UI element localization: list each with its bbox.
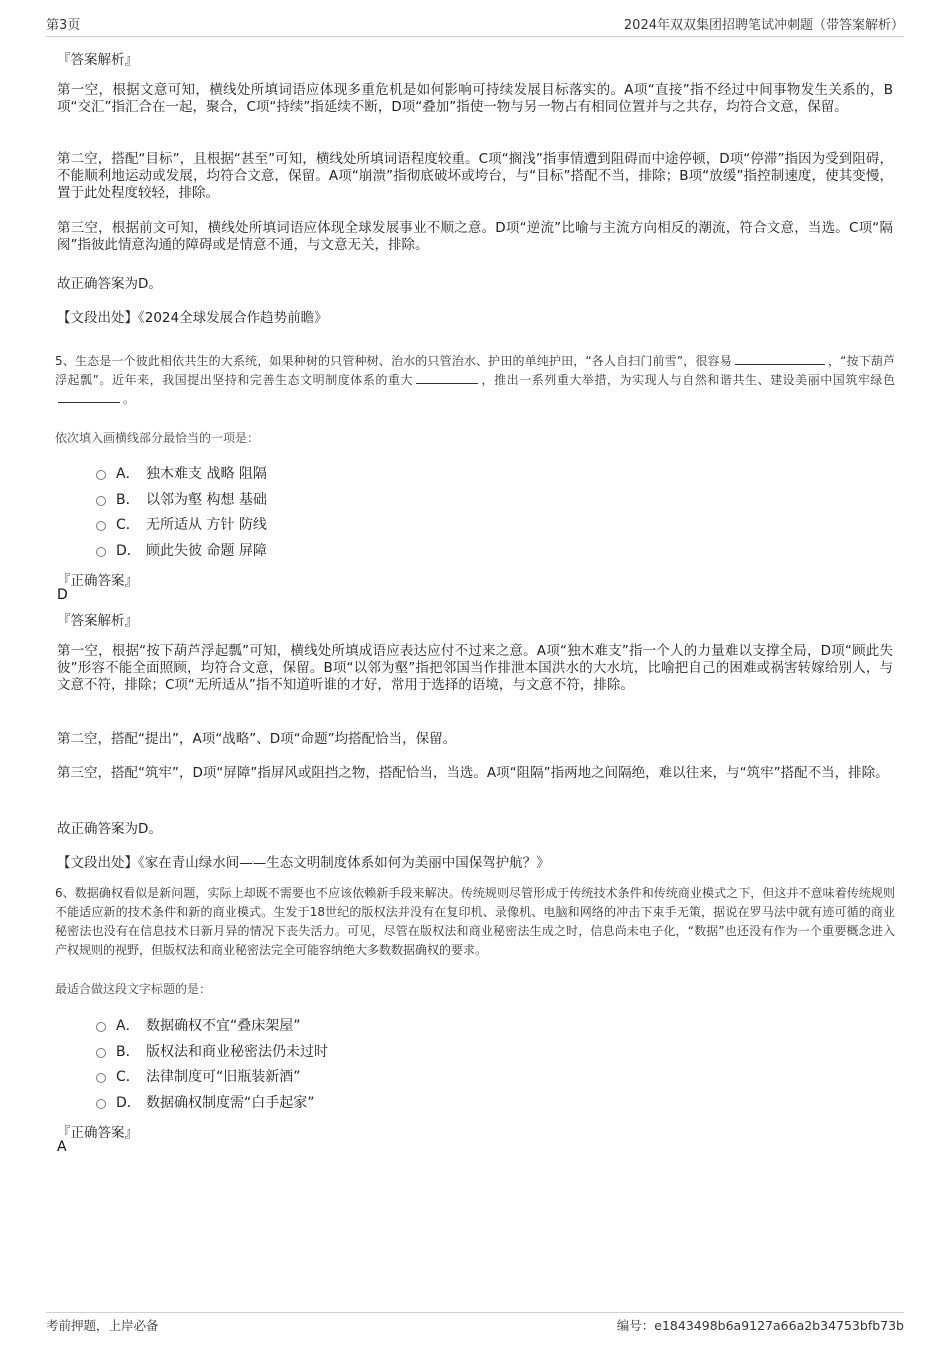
radio-icon[interactable] bbox=[96, 547, 106, 557]
q4-analysis-label: 『答案解析』 bbox=[57, 52, 138, 68]
q5-option-b[interactable] bbox=[96, 489, 267, 509]
radio-icon[interactable] bbox=[96, 1022, 106, 1032]
option-text: 数据确权不宜“叠床架屋” bbox=[146, 1018, 301, 1034]
radio-icon[interactable] bbox=[96, 1073, 106, 1083]
radio-icon[interactable] bbox=[96, 521, 106, 531]
q5-text-part3: ，推出一系列重大举措，为实现人与自然和谐共生、建设美丽中国筑牢绿色 bbox=[481, 373, 895, 387]
q5-option-d[interactable] bbox=[96, 540, 267, 560]
page-number: 第3页 bbox=[46, 18, 81, 33]
radio-icon[interactable] bbox=[96, 1099, 106, 1109]
option-letter: D． bbox=[116, 543, 141, 559]
q5-answer: D bbox=[57, 587, 68, 603]
page-footer bbox=[46, 1312, 904, 1334]
q6-question-text: 6、数据确权看似是新问题，实际上却既不需要也不应该依赖新手段来解决。传统规则尽管形成于传统技术条件和传统商业模式之下，但这并不意味着传统规则不能适应新的技术条件和新的商业模式。生发于18世纪的版权法并没有在复印机、录像机、电脑和网络的冲击下束手无策，据说在罗马法中就有迹可循的商业秘密法也没有在信息技术日新月异的情况下丧失活力。可见，尽管在版权法和商业秘密法生成之时，信息尚未电子化，“数据”也还没有作为一个重要概念进入产权规则的视野，但版权法和商业秘密法完全可能容纳绝大多数数据确权的要求。 bbox=[55, 886, 895, 957]
option-text: 数据确权制度需“白手起家” bbox=[146, 1095, 315, 1111]
radio-icon[interactable] bbox=[96, 1048, 106, 1058]
q6-option-a[interactable] bbox=[96, 1015, 301, 1035]
option-letter: B． bbox=[116, 492, 140, 508]
option-text: 独木难支 战略 阻隔 bbox=[146, 466, 267, 482]
q5-analysis-p2: 第二空，搭配“提出”，A项“战略”、D项“命题”均搭配恰当，保留。 bbox=[57, 731, 457, 747]
q5-conclusion: 故正确答案为D。 bbox=[57, 821, 162, 837]
q4-analysis-p2: 第二空，搭配“目标”，且根据“甚至”可知，横线处所填词语程度较重。C项“搁浅”指事情遭到阻碍而中途停顿，D项“停滞”指因为受到阻碍，不能顺利地运动或发展，均符合文意，保留。A项“崩溃”指彻底破坏或垮台，与“目标”搭配不当，排除；B项“放缓”指控制速度，使其变慢，置于此处程度较轻，排除。 bbox=[57, 151, 893, 201]
option-text: 以邻为壑 构想 基础 bbox=[146, 492, 267, 508]
q6-answer-label: 『正确答案』 bbox=[57, 1125, 138, 1141]
option-text: 顾此失彼 命题 屏障 bbox=[146, 543, 267, 559]
document-title: 2024年双双集团招聘笔试冲刺题（带答案解析） bbox=[623, 18, 904, 33]
q5-text-part1: 5、生态是一个彼此相依共生的大系统，如果种树的只管种树、治水的只管治水、护田的单纯护田，“各人自扫门前雪”，很容易 bbox=[55, 354, 732, 368]
option-letter: A． bbox=[116, 1018, 140, 1034]
q5-blank-3 bbox=[58, 390, 120, 403]
document-code: 编号：e1843498b6a9127a66a2b34753bfb73b bbox=[616, 1318, 904, 1333]
q4-source: 【文段出处】《2024全球发展合作趋势前瞻》 bbox=[57, 310, 328, 326]
q5-text-end: 。 bbox=[123, 392, 136, 406]
q5-option-c[interactable] bbox=[96, 514, 267, 534]
option-letter: B． bbox=[116, 1044, 140, 1060]
radio-icon[interactable] bbox=[96, 470, 106, 480]
option-letter: D． bbox=[116, 1095, 141, 1111]
option-text: 无所适从 方针 防线 bbox=[146, 517, 267, 533]
q5-prompt: 依次填入画横线部分最恰当的一项是： bbox=[55, 431, 260, 445]
q5-source: 【文段出处】《家在青山绿水间——生态文明制度体系如何为美丽中国保驾护航？》 bbox=[57, 855, 550, 871]
q4-analysis-p3: 第三空，根据前文可知，横线处所填词语应体现全球发展事业不顺之意。D项“逆流”比喻与主流方向相反的潮流，符合文意，当选。C项“隔阂”指彼此情意沟通的障碍或是情意不通，与文意无关，排除。 bbox=[57, 220, 893, 253]
option-letter: A． bbox=[116, 466, 140, 482]
q4-conclusion: 故正确答案为D。 bbox=[57, 276, 162, 292]
option-letter: C． bbox=[116, 517, 140, 533]
radio-icon[interactable] bbox=[96, 496, 106, 506]
q6-option-b[interactable] bbox=[96, 1041, 328, 1061]
q6-option-c[interactable] bbox=[96, 1066, 301, 1086]
q5-blank-1 bbox=[735, 352, 825, 365]
q5-blank-2 bbox=[416, 371, 478, 384]
q5-analysis-p3: 第三空，搭配“筑牢”，D项“屏障”指屏风或阻挡之物，搭配恰当，当选。A项“阻隔”指两地之间隔绝，难以往来，与“筑牢”搭配不当，排除。 bbox=[57, 765, 889, 781]
option-letter: C． bbox=[116, 1069, 140, 1085]
q5-text-part2: ，“按下葫芦浮起瓢”。近年来，我国提出坚持和完善生态文明制度体系的重大 bbox=[55, 354, 896, 387]
option-text: 法律制度可“旧瓶装新酒” bbox=[146, 1069, 301, 1085]
q5-question-text bbox=[55, 352, 895, 409]
footer-slogan: 考前押题，上岸必备 bbox=[46, 1318, 159, 1333]
q5-analysis-p1: 第一空，根据“按下葫芦浮起瓢”可知，横线处所填成语应表达应付不过来之意。A项“独木难支”指一个人的力量难以支撑全局，D项“顾此失彼”形容不能全面照顾，均符合文意，保留。B项“以邻为壑”指把邻国当作排泄本国洪水的大水坑，比喻把自己的困难或祸害转嫁给别人，与文意不符，排除；C项“无所适从”指不知道听谁的才好，常用于选择的语境，与文意不符，排除。 bbox=[57, 643, 893, 693]
q6-option-d[interactable] bbox=[96, 1092, 315, 1112]
q6-answer: A bbox=[57, 1139, 67, 1155]
q5-answer-label: 『正确答案』 bbox=[57, 573, 138, 589]
option-text: 版权法和商业秘密法仍未过时 bbox=[146, 1044, 328, 1060]
page-header bbox=[46, 14, 904, 37]
q5-analysis-label: 『答案解析』 bbox=[57, 613, 138, 629]
q6-prompt: 最适合做这段文字标题的是： bbox=[55, 982, 212, 996]
q5-option-a[interactable] bbox=[96, 463, 267, 483]
q4-analysis-p1: 第一空，根据文意可知，横线处所填词语应体现多重危机是如何影响可持续发展目标落实的。A项“直接”指不经过中间事物发生关系的，B项“交汇”指汇合在一起，聚合，C项“持续”指延续不断，D项“叠加”指使一物与另一物占有相同位置并与之共存，均符合文意，保留。 bbox=[57, 82, 893, 115]
